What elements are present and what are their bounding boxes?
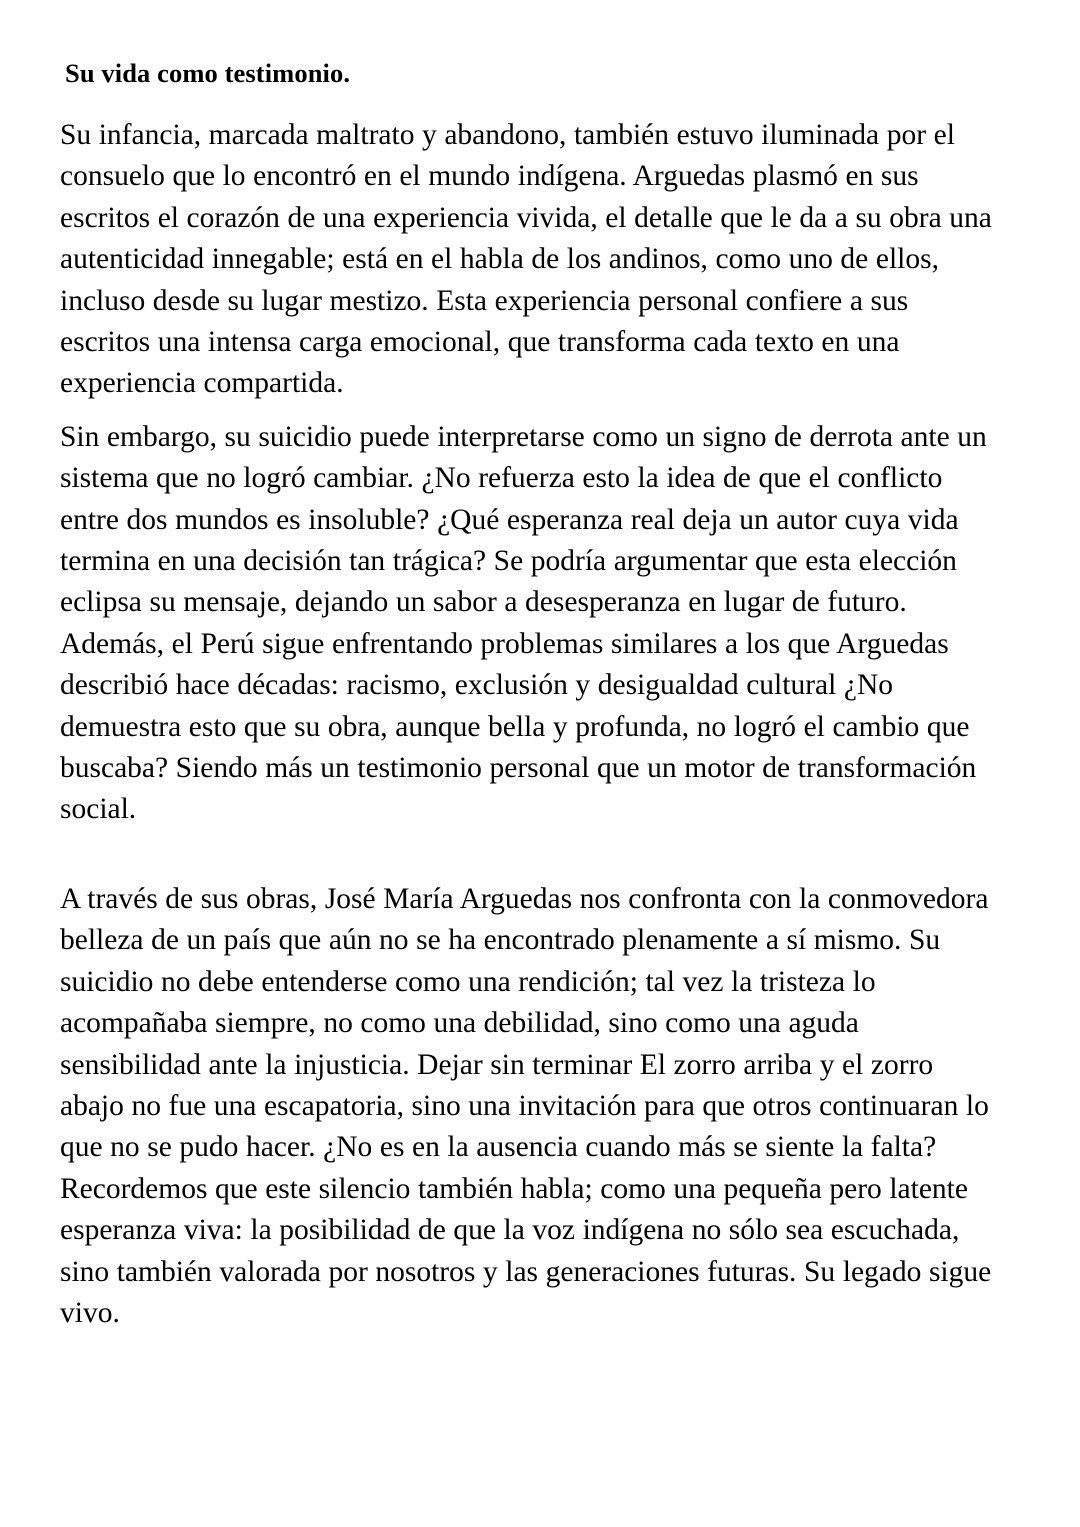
body-paragraph-2: Sin embargo, su suicidio puede interpretarse como un signo de derrota ante un sistema que no logró cambiar. ¿No refuerza esto la idea de que el conflicto entre dos mundos es insoluble? ¿Qué esperanza real deja un autor cuya vida termina en una decisión tan trágica? Se podría argumentar que esta elección eclipsa su mensaje, dejando un sabor a desesperanza en lugar de futuro. Además, el Perú sigue enfrentando problemas similares a los que Arguedas describió hace décadas: racismo, exclusión y desigualdad cultural ¿No demuestra esto que su obra, aunque bella y profunda, no logró el cambio que buscaba? Siendo más un testimonio personal que un motor de transformación social. bbox=[60, 420, 987, 826]
document-body bbox=[60, 56, 995, 1334]
page-title: Su vida como testimonio. bbox=[65, 58, 351, 88]
paragraph-spacer-1 bbox=[60, 405, 995, 417]
body-paragraph-3: A través de sus obras, José María Arguedas nos confronta con la conmovedora belleza de un país que aún no se ha encontrado plenamente a sí mismo. Su suicidio no debe entenderse como una rendición; tal vez la tristeza lo acompañaba siempre, no como una debilidad, sino como una aguda sensibilidad ante la injusticia. Dejar sin terminar El zorro arriba y el zorro abajo no fue una escapatoria, sino una invitación para que otros continuaran lo que no se pudo hacer. ¿No es en la ausencia cuando más se siente la falta? Recordemos que este silencio también habla; como una pequeña pero latente esperanza viva: la posibilidad de que la voz indígena no sólo sea escuchada, sino también valorada por nosotros y las generaciones futuras. Su legado sigue vivo. bbox=[60, 882, 992, 1329]
title-paragraph-spacer bbox=[60, 91, 995, 115]
paragraph-spacer-2 bbox=[60, 831, 995, 879]
body-paragraph-1: Su infancia, marcada maltrato y abandono, también estuvo iluminada por el consuelo que lo encontró en el mundo indígena. Arguedas plasmó en sus escritos el corazón de una experiencia vivida, el detalle que le da a su obra una autenticidad innegable; está en el habla de los andinos, como uno de ellos, incluso desde su lugar mestizo. Esta experiencia personal confiere a sus escritos una intensa carga emocional, que transforma cada texto en una experiencia compartida. bbox=[60, 118, 992, 400]
